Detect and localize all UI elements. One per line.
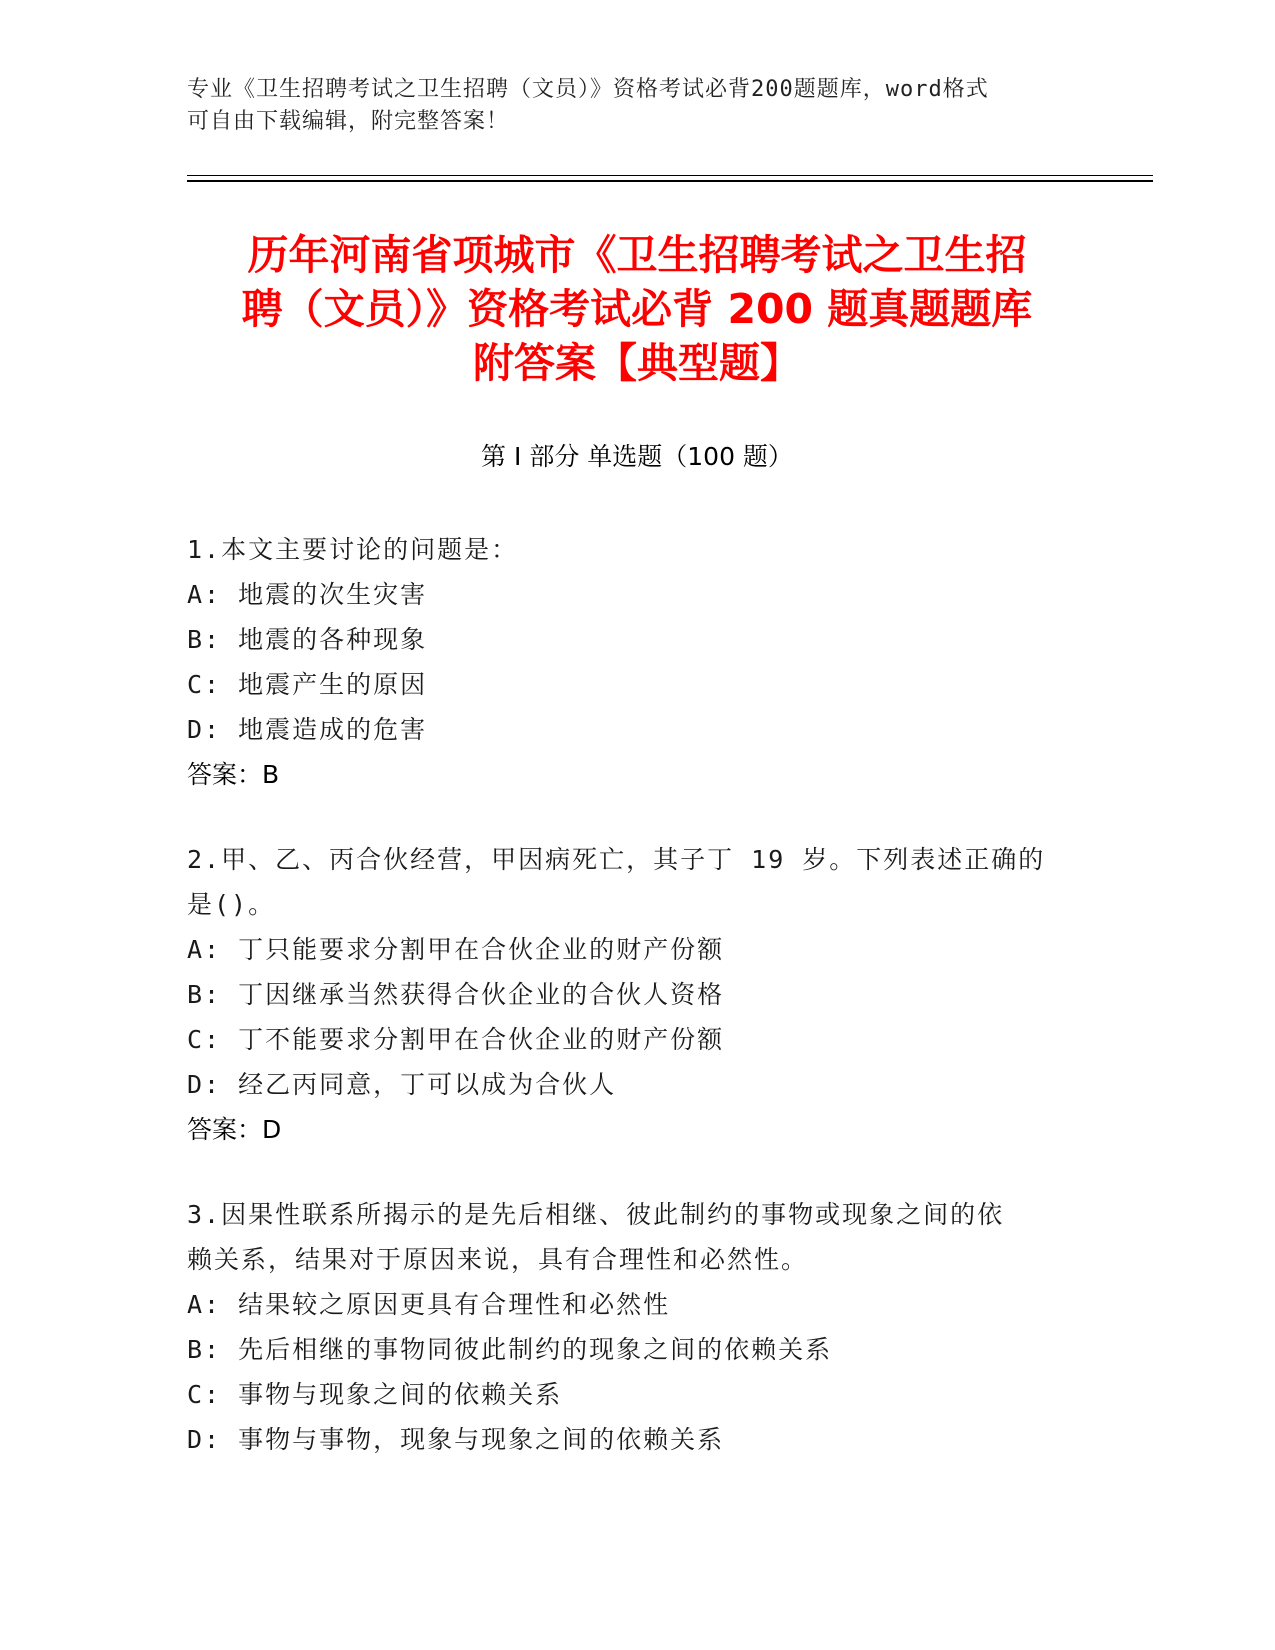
option-a: A: 丁只能要求分割甲在合伙企业的财产份额 (187, 935, 725, 964)
option-b: B: 地震的各种现象 (187, 625, 428, 654)
answer: 答案：B (187, 760, 280, 789)
option-a: A: 地震的次生灾害 (187, 580, 428, 609)
question-stem-continued: 赖关系，结果对于原因来说，具有合理性和必然性。 (187, 1245, 809, 1274)
answer: 答案：D (187, 1115, 282, 1144)
option-c: C: 丁不能要求分割甲在合伙企业的财产份额 (187, 1025, 725, 1054)
question-stem: 2.甲、乙、丙合伙经营，甲因病死亡，其子丁 19 岁。下列表述正确的 (187, 845, 1046, 874)
option-a: A: 结果较之原因更具有合理性和必然性 (187, 1290, 671, 1319)
header-divider-thick (187, 180, 1153, 182)
header-divider-thin (187, 175, 1153, 176)
option-c: C: 事物与现象之间的依赖关系 (187, 1380, 563, 1409)
header-note (187, 74, 1067, 138)
question-1 (187, 527, 1087, 797)
option-d: D: 地震造成的危害 (187, 715, 428, 744)
document-title (187, 228, 1087, 390)
title-line-1: 历年河南省项城市《卫生招聘考试之卫生招 (247, 231, 1027, 279)
title-line-3: 附答案【典型题】 (473, 339, 801, 387)
question-list (187, 527, 1087, 1502)
option-d: D: 事物与事物，现象与现象之间的依赖关系 (187, 1425, 725, 1454)
header-note-line-2: 可自由下载编辑，附完整答案！ (187, 109, 510, 134)
header-note-line-1: 专业《卫生招聘考试之卫生招聘（文员）》资格考试必背200题题库，word格式 (187, 77, 989, 102)
question-stem: 3.因果性联系所揭示的是先后相继、彼此制约的事物或现象之间的依 (187, 1200, 1005, 1229)
question-3 (187, 1192, 1087, 1462)
section-heading: 第 I 部分 单选题（100 题） (481, 442, 793, 471)
option-b: B: 丁因继承当然获得合伙企业的合伙人资格 (187, 980, 725, 1009)
option-b: B: 先后相继的事物同彼此制约的现象之间的依赖关系 (187, 1335, 833, 1364)
question-stem-continued: 是()。 (187, 890, 276, 919)
option-d: D: 经乙丙同意，丁可以成为合伙人 (187, 1070, 617, 1099)
option-c: C: 地震产生的原因 (187, 670, 428, 699)
question-2 (187, 837, 1087, 1152)
title-line-2: 聘（文员）》资格考试必背 200 题真题题库 (241, 285, 1033, 333)
question-stem: 1.本文主要讨论的问题是： (187, 535, 519, 564)
